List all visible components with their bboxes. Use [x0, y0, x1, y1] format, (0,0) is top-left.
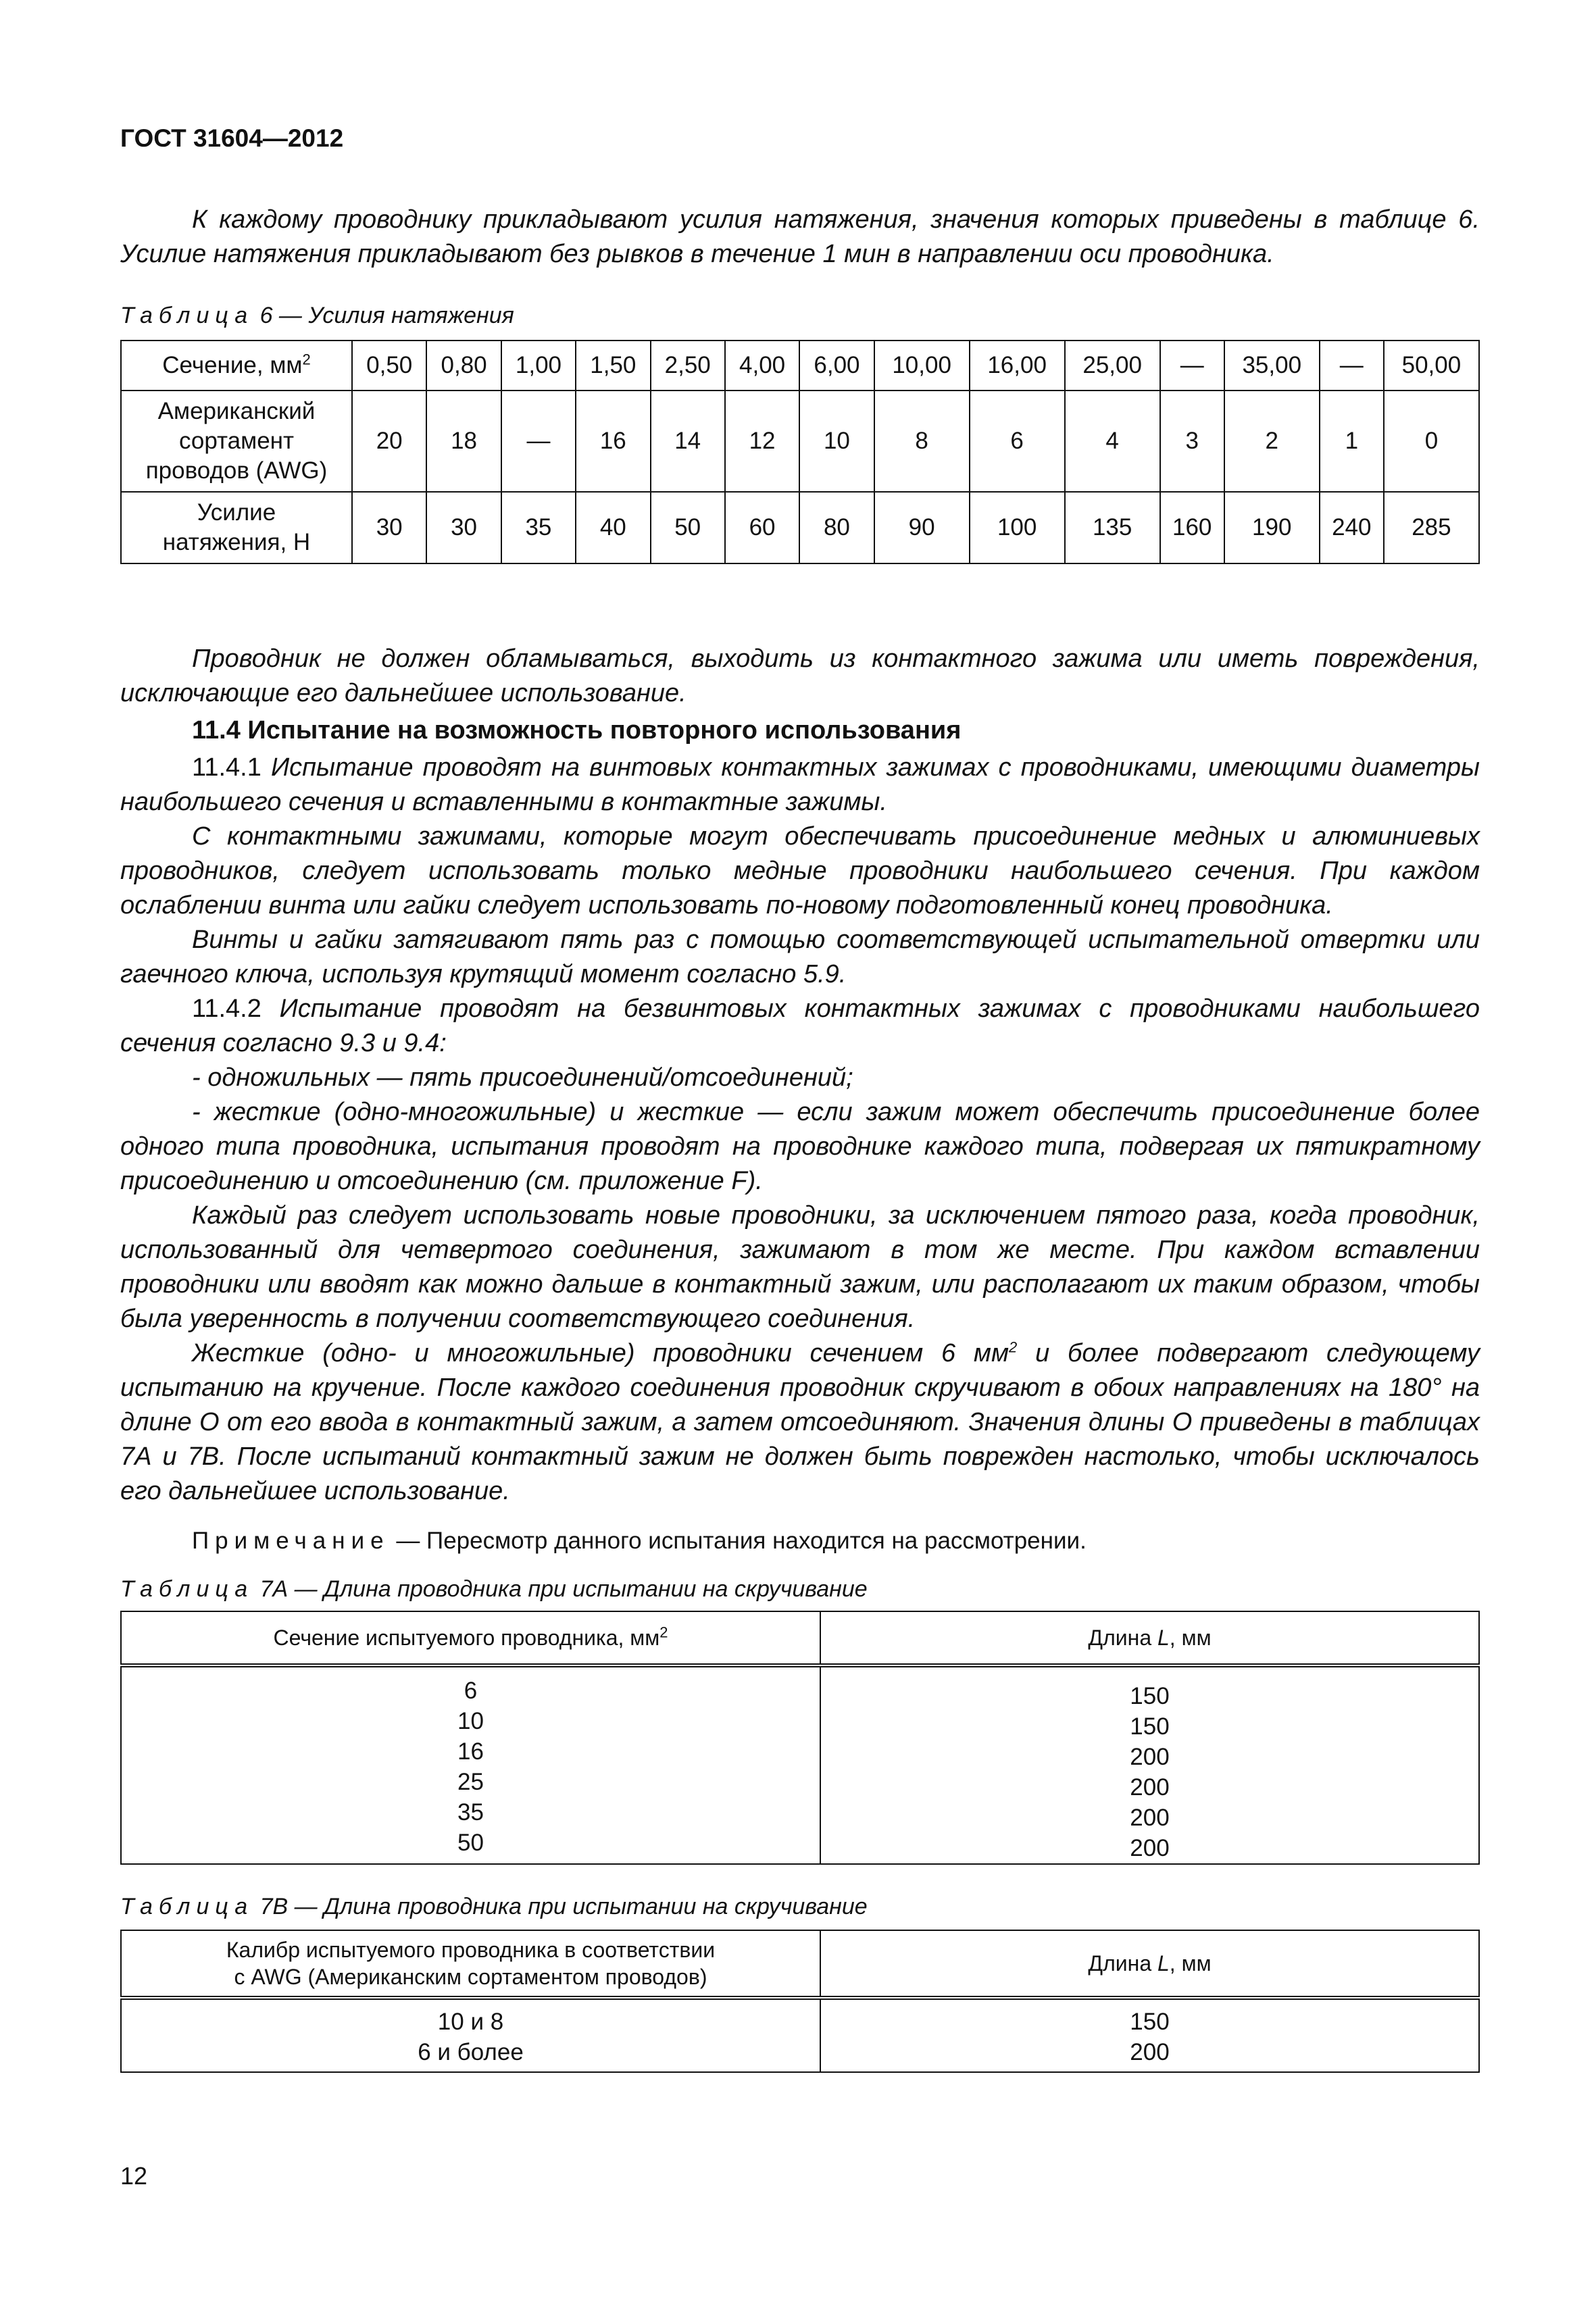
table6-row-section: Сечение, $мм^2$ 0,50 0,80 1,00 1,50 2,50 4,00 6,00 10,00 16,00 25,00 — 35,00 — 50,00 — [121, 341, 1479, 391]
paragraph-tension: К каждому проводнику прикладывают усилия натяжения, значения которых приведены в таблице 6. Усилие натяжения прикладывают без рывков в течение 1 мин в направлении оси проводника. — [120, 205, 1480, 268]
table6-row-awg: Американский сортамент проводов (AWG) 20 18 — 16 14 12 10 8 6 4 3 2 1 0 — [121, 391, 1479, 492]
paragraph-11-4-2: 11.4.2 Испытание проводят на безвинтовых контактных зажимах с проводниками наибольшего сечения согласно 9.3 и 9.4: — [120, 995, 1480, 1057]
paragraph-11-4-1: 11.4.1 Испытание проводят на винтовых контактных зажимах с проводниками, имеющими диаметры наибольшего сечения и вставленными в контактные зажимы. — [120, 753, 1480, 816]
table7b-caption: Таблица 7В — Длина проводника при испытании на скручивание — [120, 1894, 868, 1919]
table7b-col-length: 150 200 — [820, 1998, 1479, 2072]
document-header: ГОСТ 31604—2012 — [120, 124, 344, 152]
paragraph-copper: С контактными зажимами, которые могут обеспечивать присоединение медных и алюминиевых проводников, следует использовать только медные проводники наибольшего сечения. При каждом ослаблении винта или гайки следует использовать по-новому подготовленный конец проводника. — [120, 822, 1480, 920]
table7b-header: Калибр испытуемого проводника в соответствии с AWG (Американским сортаментом проводов) Длина L, мм — [121, 1930, 1479, 1998]
table7b-col-gauge: 10 и 8 6 и более — [121, 1998, 820, 2072]
list-item: - одножильных — пять присоединений/отсоединений; — [192, 1063, 853, 1092]
page-number: 12 — [120, 2162, 148, 2190]
note: Примечание — Пересмотр данного испытания находится на рассмотрении. — [192, 1528, 1087, 1554]
table7b-body — [121, 1998, 1479, 2072]
section-heading: 11.4 Испытание на возможность повторного использования — [192, 716, 962, 745]
body-text — [120, 642, 1480, 1558]
table7a-col-length: 150 150 200 200 200 200 — [820, 1665, 1479, 1864]
paragraph-screws: Винты и гайки затягивают пять раз с помощью соответствующей испытательной отвертки или гаечного ключа, используя крутящий момент согласно 5.9. — [120, 926, 1480, 988]
table7a — [120, 1611, 1480, 1865]
table7a-caption: Таблица 7А — Длина проводника при испытании на скручивание — [120, 1576, 868, 1602]
table7a-body — [121, 1665, 1479, 1864]
table7a-col-section: 6 10 16 25 35 50 — [121, 1665, 820, 1864]
table6 — [120, 340, 1480, 564]
paragraph-rigid: Жесткие (одно- и многожильные) проводники сечением 6 $мм^2$ и более подвергают следующему испытанию на кручение. После каждого соединения проводник скручивают в обоих направлениях на 180° на длине О от его ввода в контактный зажим, а затем отсоединяют. Значения длины О приведены в таблицах 7А и 7В. После испытаний контактный зажим не должен быть поврежден настолько, чтобы исключалось его дальнейшее использование. — [120, 1338, 1480, 1505]
paragraph-no-break: Проводник не должен обламываться, выходить из контактного зажима или иметь повреждения, исключающие его дальнейшее использование. — [120, 645, 1480, 707]
document-page — [120, 0, 1480, 2314]
table7b — [120, 1930, 1480, 2073]
table6-caption: Таблица 6 — Усилия натяжения — [120, 303, 514, 328]
paragraph-each-time: Каждый раз следует использовать новые проводники, за исключением пятого раза, когда проводник, использованный для четвертого соединения, зажимают в том же месте. При каждом вставлении проводники или вводят как можно дальше в контактный зажим, или располагают их таким образом, чтобы была уверенность в получении соответствующего соединения. — [120, 1201, 1480, 1333]
table6-row-force: Усилие натяжения, Н 30 30 35 40 50 60 80 90 100 135 160 190 240 285 — [121, 492, 1479, 563]
table7a-header: Сечение испытуемого проводника, $мм^2$ Длина L, мм — [121, 1611, 1479, 1665]
list-item: - жесткие (одно-многожильные) и жесткие — если зажим может обеспечить присоединение более одного типа проводника, испытания проводят на проводнике каждого типа, подвергая их пятикратному присоединению и отсоединению (см. приложение F). — [120, 1098, 1480, 1195]
